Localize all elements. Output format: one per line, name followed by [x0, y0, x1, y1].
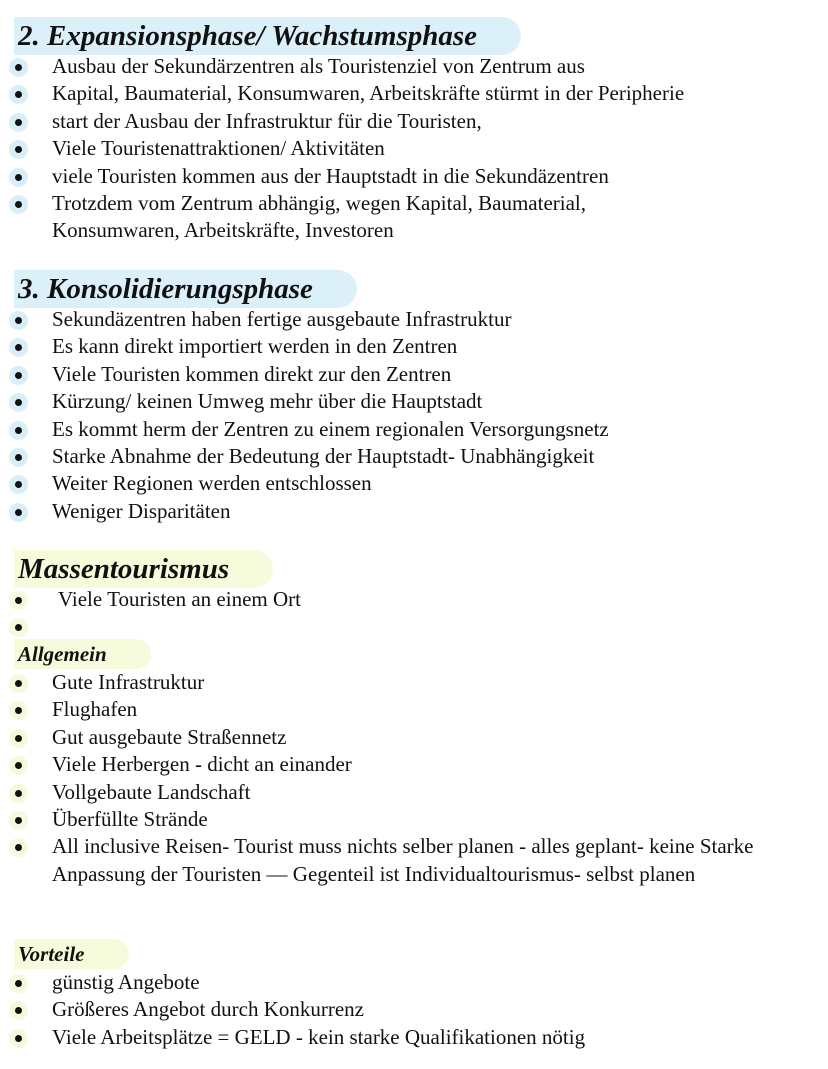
bullet-icon — [9, 701, 28, 720]
list-allgemein — [0, 669, 828, 888]
bullet-icon — [9, 503, 28, 522]
list-item: günstig Angebote — [0, 969, 828, 996]
bullet-icon — [9, 140, 28, 159]
list-item: Gute Infrastruktur — [0, 669, 828, 696]
list-item: Gut ausgebaute Straßennetz — [0, 724, 828, 751]
list-item: Sekundäzentren haben fertige ausgebaute Infrastruktur — [0, 306, 828, 333]
bullet-icon — [9, 448, 28, 467]
bullet-icon — [9, 393, 28, 412]
bullet-icon — [9, 421, 28, 440]
bullet-icon — [9, 475, 28, 494]
list-item: Es kommt herm der Zentren zu einem regionalen Versorgungsnetz — [0, 416, 828, 443]
list-item: viele Touristen kommen aus der Hauptstadt in die Sekundäzentren — [0, 163, 828, 190]
list-vorteile — [0, 969, 828, 1051]
bullet-icon — [9, 85, 28, 104]
list-item: Flughafen — [0, 696, 828, 723]
bullet-icon — [9, 168, 28, 187]
list-item: start der Ausbau der Infrastruktur für die Touristen, — [0, 108, 828, 135]
heading-konsolidierungsphase: 3. Konsolidierungsphase — [14, 270, 357, 308]
heading-expansionsphase: 2. Expansionsphase/ Wachstumsphase — [14, 17, 521, 55]
list-expansionsphase — [0, 53, 828, 245]
list-item: Viele Arbeitsplätze = GELD - kein starke Qualifikationen nötig — [0, 1024, 828, 1051]
bullet-icon — [9, 366, 28, 385]
list-item: Vollgebaute Landschaft — [0, 779, 828, 806]
list-item: Kürzung/ keinen Umweg mehr über die Hauptstadt — [0, 388, 828, 415]
bullet-icon — [9, 195, 28, 214]
bullet-icon — [9, 756, 28, 775]
list-item: Viele Touristenattraktionen/ Aktivitäten — [0, 135, 828, 162]
list-massentourismus — [0, 586, 828, 613]
bullet-icon — [9, 338, 28, 357]
bullet-icon — [9, 58, 28, 77]
list-item: Ausbau der Sekundärzentren als Touristenziel von Zentrum aus — [0, 53, 828, 80]
bullet-icon — [9, 974, 28, 993]
bullet-icon — [9, 1001, 28, 1020]
list-item: Starke Abnahme der Bedeutung der Hauptstadt- Unabhängigkeit — [0, 443, 828, 470]
list-item: Viele Touristen kommen direkt zur den Zentren — [0, 361, 828, 388]
list-item: Größeres Angebot durch Konkurrenz — [0, 996, 828, 1023]
bullet-icon — [9, 784, 28, 803]
bullet-icon — [9, 618, 28, 637]
bullet-icon — [9, 591, 28, 610]
list-item: Trotzdem vom Zentrum abhängig, wegen Kapital, Baumaterial, Konsumwaren, Arbeitskräfte, Investoren — [0, 190, 828, 245]
bullet-icon — [9, 674, 28, 693]
bullet-icon — [9, 1029, 28, 1048]
list-item: Viele Touristen an einem Ort — [0, 586, 828, 613]
list-item: Kapital, Baumaterial, Konsumwaren, Arbeitskräfte stürmt in der Peripherie — [0, 80, 828, 107]
heading-vorteile: Vorteile — [14, 939, 129, 969]
bullet-icon — [9, 729, 28, 748]
heading-allgemein: Allgemein — [14, 639, 151, 669]
list-item: Weniger Disparitäten — [0, 498, 828, 525]
list-item: All inclusive Reisen- Tourist muss nichts selber planen - alles geplant- keine Starke Anpassung der Touristen — Gegenteil ist Individualtourismus- selbst planen — [0, 833, 828, 888]
list-item: Weiter Regionen werden entschlossen — [0, 470, 828, 497]
heading-massentourismus: Massentourismus — [14, 550, 273, 588]
bullet-icon — [9, 113, 28, 132]
list-item: Überfüllte Strände — [0, 806, 828, 833]
bullet-icon — [9, 811, 28, 830]
bullet-icon — [9, 838, 28, 857]
list-item: Viele Herbergen - dicht an einander — [0, 751, 828, 778]
list-item: Es kann direkt importiert werden in den Zentren — [0, 333, 828, 360]
list-konsolidierungsphase — [0, 306, 828, 525]
bullet-icon — [9, 311, 28, 330]
